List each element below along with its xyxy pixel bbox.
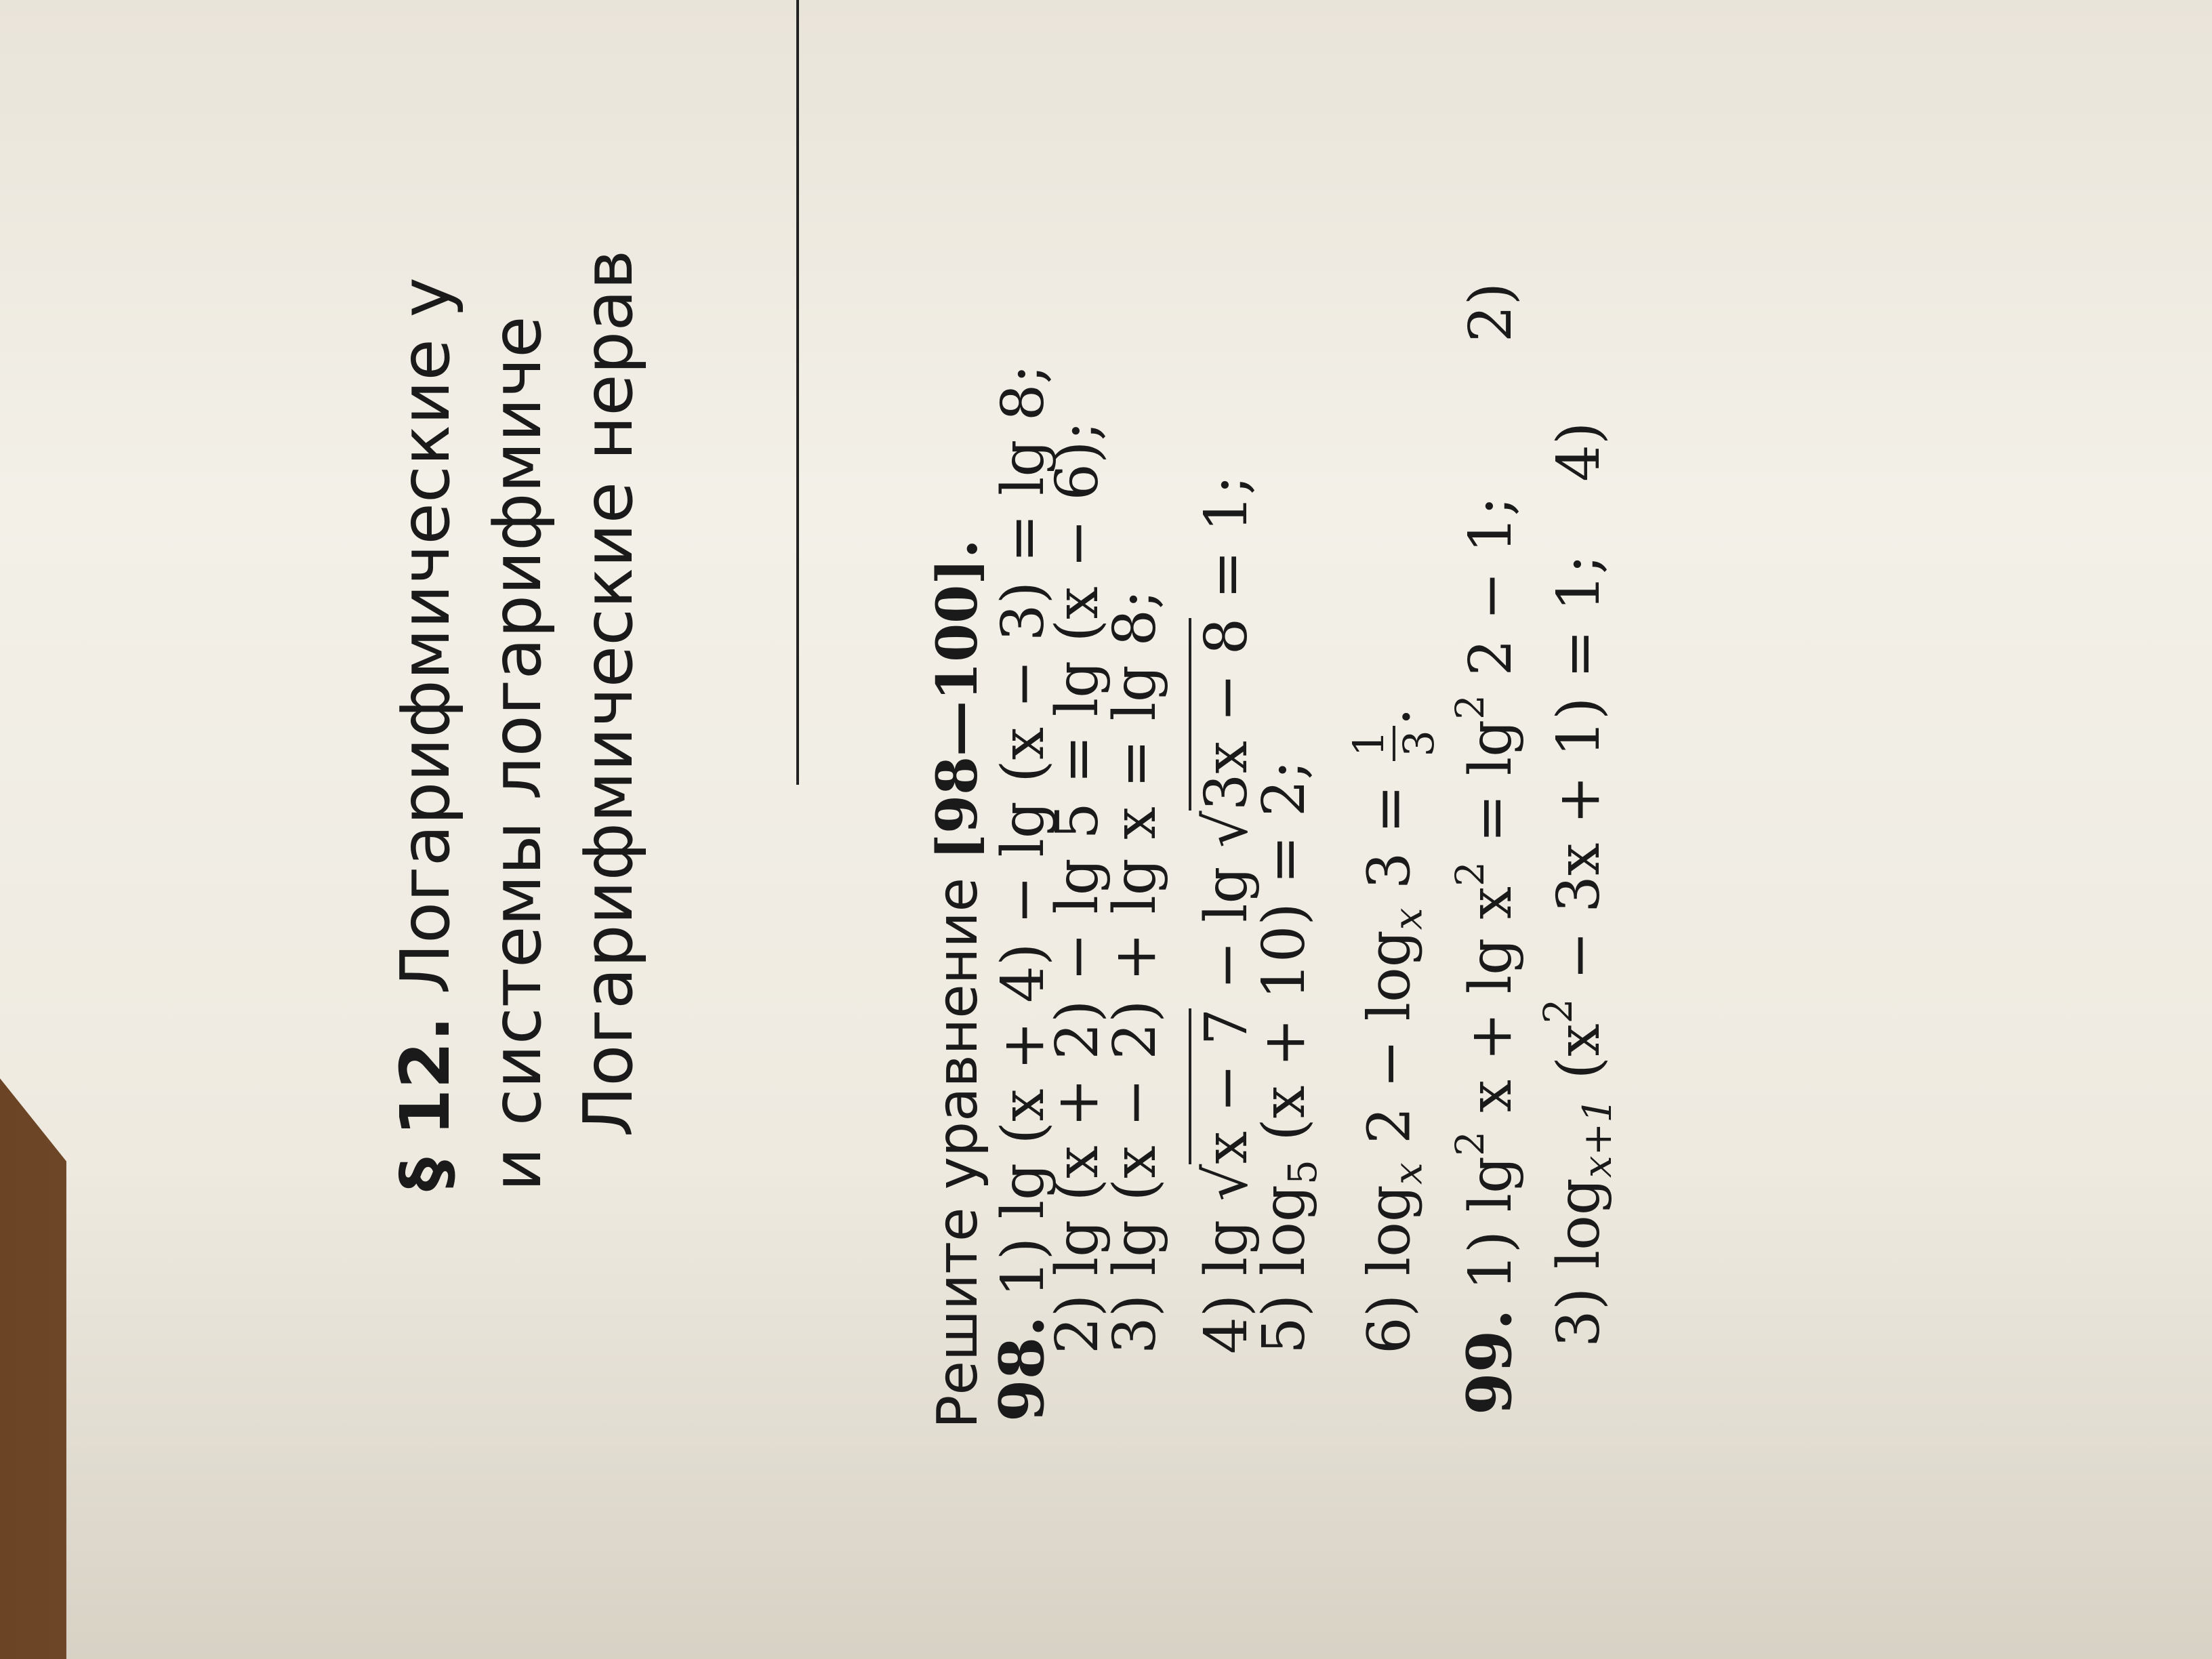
expr-end: . <box>1355 707 1424 726</box>
heading-line-3 <box>562 0 654 1191</box>
log-base: x+1 <box>1574 1097 1620 1179</box>
section-symbol: § <box>386 1158 465 1191</box>
problem-98-item-6 <box>1345 708 1443 1354</box>
problem-99-item-1 <box>1447 283 1525 1415</box>
sqrt-radicand-2: 3x − 8 <box>1189 618 1261 811</box>
item-label: 3) <box>1101 1294 1169 1354</box>
expr-mid-2: = lg <box>1457 719 1525 862</box>
col2-label: 2) <box>1457 282 1525 343</box>
heading-divider <box>796 0 799 785</box>
exercise-intro <box>925 539 990 1429</box>
expr-suffix: 2 − 1; <box>1457 496 1525 695</box>
section-number: 12. <box>386 1016 465 1136</box>
problem-98-item-5 <box>1250 760 1326 1354</box>
col2-label: 4) <box>1545 422 1613 482</box>
problem-98-item-3 <box>1101 590 1169 1354</box>
item-label: 2) <box>1044 1294 1111 1354</box>
expr-mid: − lg √ <box>1193 811 1261 1008</box>
section-heading <box>380 0 654 1191</box>
item-expression: lg (x + 4) − lg (x − 3) = lg 8; <box>989 364 1057 1219</box>
superscript: 2 <box>1447 861 1493 887</box>
item-label: 1) <box>1457 1230 1525 1291</box>
superscript: 2 <box>1447 694 1493 720</box>
expr-suffix: = 1; <box>1193 475 1261 618</box>
section-title-line-2: и системы логарифмиче <box>477 316 556 1191</box>
expr-prefix: lg √ <box>1193 1164 1261 1276</box>
heading-line-2 <box>471 0 562 1191</box>
sqrt-radicand-1: x − 7 <box>1189 1008 1261 1164</box>
item-label: 4) <box>1193 1294 1261 1354</box>
intro-text: Решите уравнение <box>926 859 990 1429</box>
superscript: 2 <box>1535 998 1581 1024</box>
expr-suffix: 3 = <box>1355 766 1424 908</box>
intro-range: [98—100]. <box>925 539 990 860</box>
expr-suffix: − 3x + 1) = 1; <box>1545 554 1613 999</box>
expr-suffix: (x + 10) = 2; <box>1250 760 1318 1160</box>
expr-prefix: lg <box>1457 1155 1525 1212</box>
expr-prefix: log <box>1250 1185 1318 1276</box>
log-base-2: x <box>1385 907 1431 930</box>
expr-mid: x + lg x <box>1457 886 1525 1131</box>
item-expression: lg (x − 2) + lg x = lg 8; <box>1101 589 1169 1276</box>
fraction-numerator: 1 <box>1345 726 1395 760</box>
problem-99-item-3 <box>1535 422 1620 1347</box>
item-label: 5) <box>1250 1294 1318 1354</box>
item-label: 3) <box>1545 1287 1613 1347</box>
item-label: 6) <box>1355 1294 1424 1354</box>
problem-number: 99. <box>1454 1309 1525 1415</box>
section-title-line-3: Логарифмические нерав <box>569 249 648 1137</box>
item-label: 1) <box>989 1237 1057 1298</box>
expr-mid: 2 − log <box>1355 930 1424 1163</box>
fraction <box>1345 726 1443 760</box>
expr-prefix: log <box>1355 1185 1424 1276</box>
heading-line-1 <box>380 0 471 1191</box>
item-expression: lg (x + 2) − lg 5 = lg (x − 6); <box>1044 421 1111 1276</box>
section-title-line-1: Логарифмические у <box>386 277 465 995</box>
log-base: x <box>1385 1162 1431 1185</box>
superscript: 2 <box>1447 1130 1493 1156</box>
log-base: 5 <box>1279 1160 1326 1185</box>
expr-prefix: log <box>1545 1178 1613 1269</box>
fraction-denominator: 3 <box>1394 730 1443 757</box>
problem-number: 98. <box>986 1315 1058 1422</box>
expr-mid: (x <box>1545 1023 1613 1098</box>
